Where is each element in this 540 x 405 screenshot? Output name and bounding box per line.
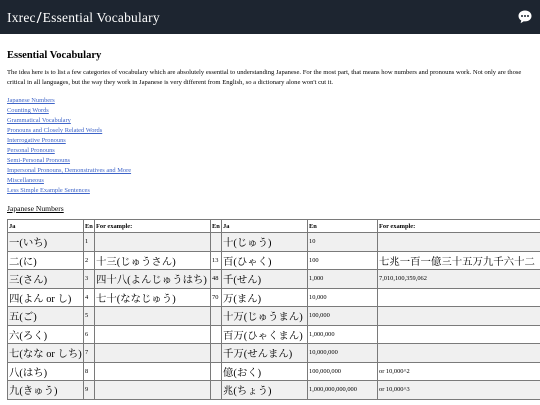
table-cell	[211, 381, 222, 400]
table-cell	[378, 307, 540, 326]
page-name: Essential Vocabulary	[42, 10, 160, 25]
table-cell: 七兆一百一億三十五万九千六十二	[378, 251, 540, 270]
table-cell: 70	[211, 288, 222, 307]
table-cell: 九(きゅう)	[8, 381, 84, 400]
table-row	[8, 288, 540, 307]
table-cell: 兆(ちょう)	[222, 381, 308, 400]
table-cell	[211, 344, 222, 363]
top-bar	[0, 0, 540, 34]
section-heading: Japanese Numbers	[7, 204, 64, 213]
table-cell: 百(ひゃく)	[222, 251, 308, 270]
table-cell: 1	[84, 233, 95, 252]
table-cell	[95, 381, 211, 400]
table-cell: 二(に)	[8, 251, 84, 270]
table-cell: 9	[84, 381, 95, 400]
table-cell: 100	[308, 251, 378, 270]
table-cell: 三(さん)	[8, 270, 84, 289]
table-cell: 八(はち)	[8, 362, 84, 381]
main-content	[7, 50, 534, 400]
table-cell: 100,000,000	[308, 362, 378, 381]
table-cell	[95, 307, 211, 326]
table-cell: 3	[84, 270, 95, 289]
table-cell	[211, 325, 222, 344]
table-row	[8, 381, 540, 400]
table-cell: 十三(じゅうさん)	[95, 251, 211, 270]
toc-link[interactable]: Personal Pronouns	[7, 147, 55, 154]
toc-link[interactable]: Interrogative Pronouns	[7, 137, 66, 144]
table-row	[8, 307, 540, 326]
table-row	[8, 362, 540, 381]
toc-link[interactable]: Less Simple Example Sentences	[7, 187, 90, 194]
table-cell: 七十(ななじゅう)	[95, 288, 211, 307]
table-cell: or 10,000^2	[378, 362, 540, 381]
column-header: En	[211, 220, 222, 233]
table-cell	[378, 325, 540, 344]
toc-link[interactable]: Semi-Personal Pronouns	[7, 157, 71, 164]
table-cell: 8	[84, 362, 95, 381]
table-cell	[378, 344, 540, 363]
table-cell: or 10,000^3	[378, 381, 540, 400]
table-cell: 4	[84, 288, 95, 307]
table-row	[8, 251, 540, 270]
table-cell: 7,010,100,359,062	[378, 270, 540, 289]
table-cell: 七(なな or しち)	[8, 344, 84, 363]
table-cell	[95, 233, 211, 252]
table-cell: 百万(ひゃくまん)	[222, 325, 308, 344]
table-cell: 1,000,000	[308, 325, 378, 344]
title-separator: /	[36, 8, 42, 27]
table-cell	[95, 344, 211, 363]
column-header: Ja	[222, 220, 308, 233]
table-cell	[211, 307, 222, 326]
table-cell: 10,000	[308, 288, 378, 307]
table-cell: 10,000,000	[308, 344, 378, 363]
table-cell: 六(ろく)	[8, 325, 84, 344]
table-cell: 7	[84, 344, 95, 363]
column-header: For example:	[378, 220, 540, 233]
table-cell: 100,000	[308, 307, 378, 326]
table-row	[8, 270, 540, 289]
column-header: En	[308, 220, 378, 233]
table-cell: 四十八(よんじゅうはち)	[95, 270, 211, 289]
table-cell	[211, 362, 222, 381]
table-cell: 五(ご)	[8, 307, 84, 326]
table-header-row	[8, 220, 540, 233]
table-cell: 6	[84, 325, 95, 344]
table-row	[8, 344, 540, 363]
toc-link[interactable]: Impersonal Pronouns, Demonstratives and More	[7, 167, 132, 174]
table-cell	[378, 288, 540, 307]
table-row	[8, 325, 540, 344]
table-cell: 2	[84, 251, 95, 270]
table-cell: 一(いち)	[8, 233, 84, 252]
table-cell	[95, 362, 211, 381]
table-cell: 13	[211, 251, 222, 270]
page-title: Essential Vocabulary	[7, 50, 102, 61]
toc-link[interactable]: Japanese Numbers	[7, 97, 55, 104]
intro-paragraph: The idea here is to list a few categories of vocabulary which are absolutely essential to understanding Japanese. For the most part, that means how numbers and pronouns work. Not only are those critical in all languages, but the way they work in Japanese is very different from English, so a dictionary alone won't cut it.	[7, 69, 522, 86]
table-cell: 万(まん)	[222, 288, 308, 307]
table-cell: 千万(せんまん)	[222, 344, 308, 363]
table-cell: 1,000,000,000,000	[308, 381, 378, 400]
toc-link[interactable]: Grammatical Vocabulary	[7, 117, 71, 124]
table-cell: 十万(じゅうまん)	[222, 307, 308, 326]
numbers-table	[7, 219, 540, 400]
table-cell: 千(せん)	[222, 270, 308, 289]
toc-link[interactable]: Counting Words	[7, 107, 49, 114]
table-of-contents	[7, 96, 534, 196]
table-cell: 1,000	[308, 270, 378, 289]
toc-link[interactable]: Pronouns and Closely Related Words	[7, 127, 103, 134]
column-header: Ja	[8, 220, 84, 233]
table-cell: 5	[84, 307, 95, 326]
table-row	[8, 233, 540, 252]
table-cell	[95, 325, 211, 344]
column-header: En	[84, 220, 95, 233]
table-cell: 四(よん or し)	[8, 288, 84, 307]
toc-link[interactable]: Miscellaneous	[7, 177, 44, 184]
table-cell	[378, 233, 540, 252]
column-header: For example:	[95, 220, 211, 233]
table-cell: 48	[211, 270, 222, 289]
site-name-link[interactable]: Ixrec	[7, 10, 36, 25]
table-cell: 億(おく)	[222, 362, 308, 381]
table-cell	[211, 233, 222, 252]
chat-bubble-icon[interactable]	[517, 9, 533, 25]
table-cell: 10	[308, 233, 378, 252]
table-cell: 十(じゅう)	[222, 233, 308, 252]
site-title	[7, 7, 160, 27]
